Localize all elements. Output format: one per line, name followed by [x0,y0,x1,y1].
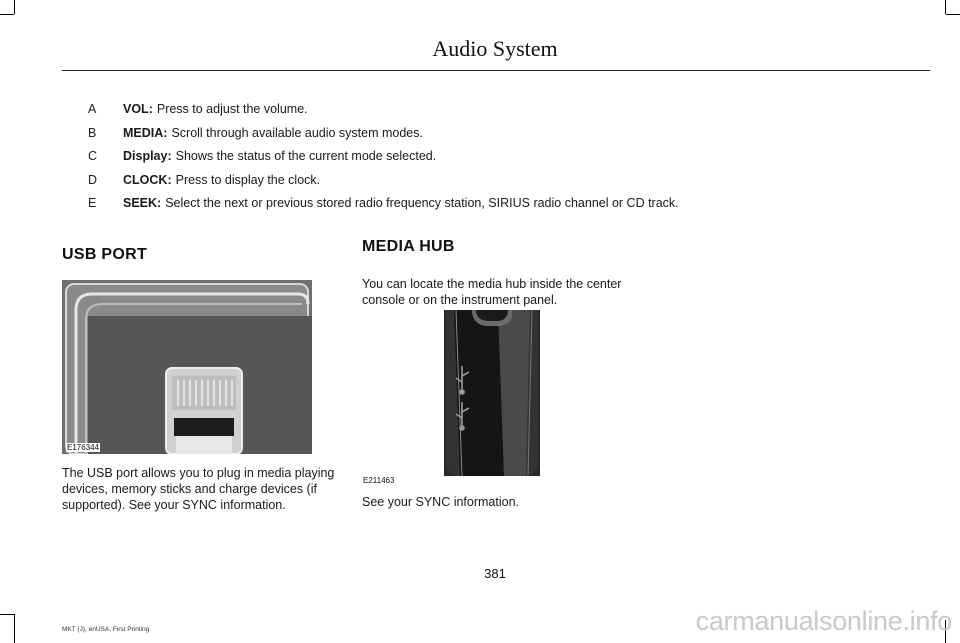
callout-letter: A [88,102,97,116]
media-hub-heading: MEDIA HUB [362,238,455,255]
watermark: carmanualsonline.info [695,606,952,636]
crop-mark [945,0,946,14]
media-hub-illustration [362,310,562,486]
figure-code: E211463 [363,476,395,485]
callout-term: CLOCK: [123,172,172,187]
callout-item [88,172,938,196]
callout-term: MEDIA: [123,125,168,140]
callout-text: Press to adjust the volume. [156,102,308,116]
usb-port-figure [62,280,312,454]
crop-mark [0,614,14,615]
crop-mark [14,0,15,14]
callout-term: Display: [123,149,172,163]
callout-text: Scroll through available audio system modes. [171,125,423,140]
figure-code: E176344 [67,443,100,452]
callout-letter: C [88,149,98,163]
media-hub-figure [362,310,562,486]
page-number: 381 [484,566,506,581]
callout-term: VOL: [123,102,153,116]
crop-mark [946,14,960,15]
callout-text: Shows the status of the current mode selected. [175,149,437,163]
crop-mark [14,614,15,643]
page-title: Audio System [432,36,558,61]
callout-term: SEEK: [123,196,162,210]
callout-text: Select the next or previous stored radio frequency station, SIRIUS radio channel or CD track. [165,196,679,210]
media-hub-description: You can locate the media hub inside the center console or on the instrument panel. [362,277,622,307]
callout-item [88,148,938,172]
callout-item [88,195,938,219]
media-hub-footnote: See your SYNC information. [362,495,520,509]
callout-item [88,101,938,125]
usb-port-description: The USB port allows you to plug in media playing devices, memory sticks and charge devices (if supported). See your SYNC information. [62,466,335,512]
callout-item [88,125,938,149]
usb-port-illustration [62,280,312,454]
callout-letter: D [88,172,98,187]
usb-port-heading: USB PORT [62,246,148,263]
header-divider [62,70,930,71]
callout-letter: E [88,196,97,210]
callout-text: Press to display the clock. [175,172,321,187]
callout-letter: B [88,125,97,140]
footer-printing-info: MKT (J), enUSA, First Printing [62,626,150,633]
callout-list [88,101,938,219]
crop-mark [0,14,14,15]
